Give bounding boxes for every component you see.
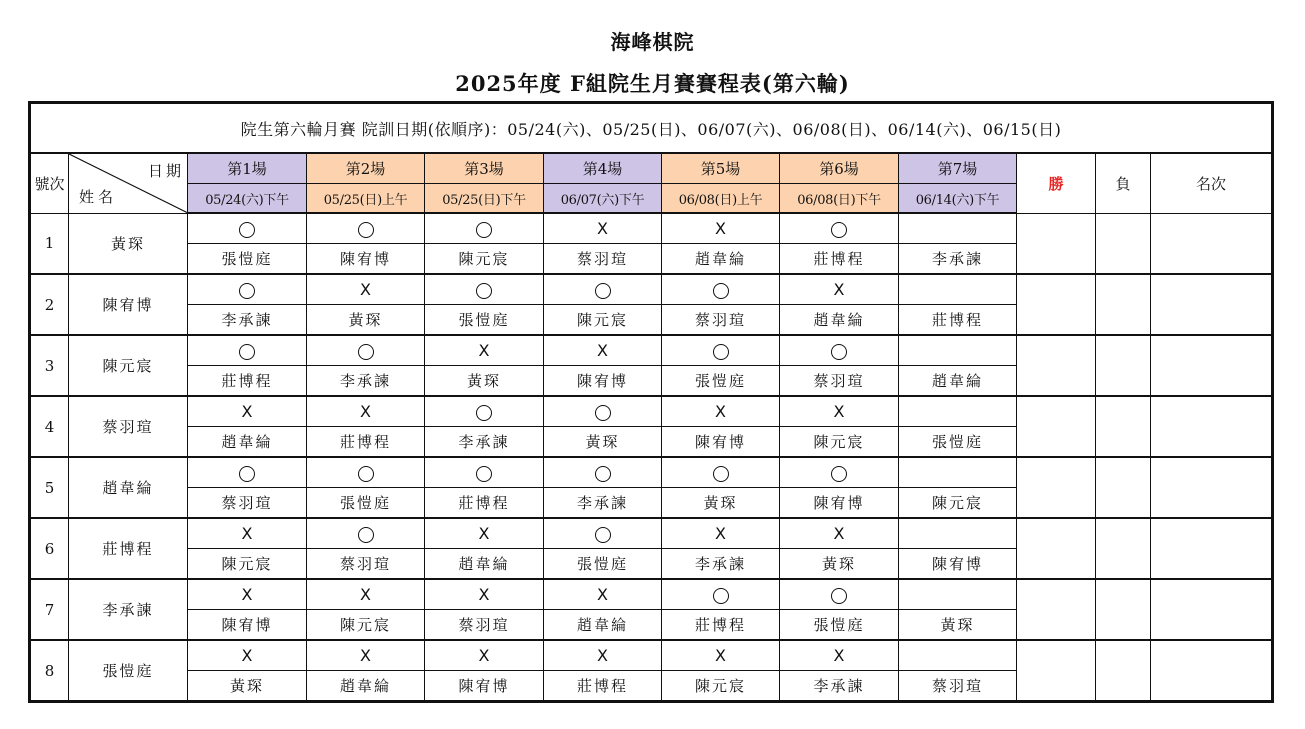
round-4-opponent: 趙韋綸 [544,610,662,641]
round-7-opponent: 李承諫 [899,244,1017,275]
round-2-opponent: 李承諫 [307,366,425,397]
name-label: 姓名 [79,187,118,206]
player-name: 莊博程 [69,518,188,579]
round-6-opponent: 陳宥博 [780,488,899,519]
loss-x-mark: X [715,402,726,421]
player-wins-cell [1017,579,1096,640]
round-5-result [662,335,780,366]
player-name: 陳宥博 [69,274,188,335]
loss-x-mark: X [597,585,608,604]
player-losses-cell [1096,396,1151,457]
loss-x-mark: X [360,402,371,421]
round-3-opponent: 黃琛 [425,366,544,397]
losses-header: 負 [1096,153,1151,213]
round-4-date: 06/07(六)下午 [544,184,662,214]
round-6-result [780,579,899,610]
player-wins-cell [1017,457,1096,518]
player-wins-cell [1017,335,1096,396]
round-3-label: 第3場 [425,153,544,184]
round-5-result [662,579,780,610]
round-3-result [425,213,544,244]
round-6-label: 第6場 [780,153,899,184]
round-2-opponent: 黃琛 [307,305,425,336]
win-circle-icon [595,405,611,421]
round-4-result [544,335,662,366]
round-4-result [544,396,662,427]
round-2-result [307,396,425,427]
player-row [30,396,1273,427]
win-circle-icon [713,466,729,482]
player-rank-cell [1151,518,1273,579]
round-4-result [544,579,662,610]
round-3-opponent: 莊博程 [425,488,544,519]
round-2-result [307,213,425,244]
round-5-date: 06/08(日)上午 [662,184,780,214]
round-7-opponent: 黃琛 [899,610,1017,641]
round-4-opponent: 蔡羽瑄 [544,244,662,275]
round-7-opponent: 趙韋綸 [899,366,1017,397]
win-circle-icon [476,405,492,421]
win-circle-icon [239,222,255,238]
player-row [30,640,1273,671]
win-circle-icon [239,344,255,360]
player-name: 蔡羽瑄 [69,396,188,457]
loss-x-mark: X [360,646,371,665]
round-1-result [188,274,307,305]
round-1-result [188,335,307,366]
loss-x-mark: X [597,646,608,665]
round-4-opponent: 張愷庭 [544,549,662,580]
round-3-result [425,274,544,305]
round-6-result [780,274,899,305]
player-name: 陳元宸 [69,335,188,396]
round-6-result [780,640,899,671]
round-3-opponent: 張愷庭 [425,305,544,336]
round-2-result [307,579,425,610]
round-1-opponent: 蔡羽瑄 [188,488,307,519]
player-row [30,579,1273,610]
loss-x-mark: X [241,402,253,421]
round-1-date: 05/24(六)下午 [188,184,307,214]
number-header: 號次 [30,153,69,213]
player-losses-cell [1096,274,1151,335]
player-rank-cell [1151,640,1273,702]
round-6-opponent: 蔡羽瑄 [780,366,899,397]
round-1-result [188,640,307,671]
player-losses-cell [1096,579,1151,640]
loss-x-mark: X [597,341,608,360]
win-circle-icon [831,466,847,482]
win-circle-icon [595,466,611,482]
round-5-result [662,213,780,244]
round-6-opponent: 李承諫 [780,671,899,702]
round-4-result [544,274,662,305]
player-name: 李承諫 [69,579,188,640]
round-5-opponent: 陳元宸 [662,671,780,702]
round-3-opponent: 陳宥博 [425,671,544,702]
round-7-opponent: 蔡羽瑄 [899,671,1017,702]
round-7-opponent: 陳宥博 [899,549,1017,580]
win-circle-icon [239,466,255,482]
player-number: 2 [30,274,69,335]
round-7-result [899,640,1017,671]
round-7-label: 第7場 [899,153,1017,184]
player-losses-cell [1096,213,1151,274]
player-losses-cell [1096,335,1151,396]
round-4-result [544,640,662,671]
player-wins-cell [1017,274,1096,335]
player-number: 3 [30,335,69,396]
round-4-opponent: 陳宥博 [544,366,662,397]
org-title: 海峰棋院 [610,30,695,54]
round-2-opponent: 莊博程 [307,427,425,458]
player-name: 黃琛 [69,213,188,274]
loss-x-mark: X [597,219,608,238]
round-2-opponent: 張愷庭 [307,488,425,519]
round-1-opponent: 張愷庭 [188,244,307,275]
round-3-result [425,579,544,610]
round-5-opponent: 莊博程 [662,610,780,641]
player-wins-cell [1017,518,1096,579]
round-1-opponent: 李承諫 [188,305,307,336]
round-4-opponent: 黃琛 [544,427,662,458]
round-6-result [780,457,899,488]
round-2-result [307,335,425,366]
round-6-result [780,335,899,366]
player-rank-cell [1151,335,1273,396]
win-circle-icon [476,283,492,299]
round-1-result [188,457,307,488]
loss-x-mark: X [833,646,845,665]
win-circle-icon [831,222,847,238]
round-5-opponent: 陳宥博 [662,427,780,458]
round-1-label: 第1場 [188,153,307,184]
round-5-label: 第5場 [662,153,780,184]
round-4-opponent: 陳元宸 [544,305,662,336]
round-2-result [307,518,425,549]
round-3-result [425,518,544,549]
win-circle-icon [713,283,729,299]
player-losses-cell [1096,457,1151,518]
player-wins-cell [1017,640,1096,702]
player-row [30,274,1273,305]
round-2-opponent: 蔡羽瑄 [307,549,425,580]
round-1-result [188,579,307,610]
round-4-opponent: 李承諫 [544,488,662,519]
round-6-opponent: 陳元宸 [780,427,899,458]
round-5-opponent: 李承諫 [662,549,780,580]
round-2-opponent: 陳宥博 [307,244,425,275]
round-5-opponent: 蔡羽瑄 [662,305,780,336]
date-name-header [69,153,188,213]
loss-x-mark: X [360,585,371,604]
round-5-result [662,640,780,671]
loss-x-mark: X [478,524,490,543]
round-6-opponent: 趙韋綸 [780,305,899,336]
round-2-result [307,640,425,671]
player-number: 8 [30,640,69,702]
wins-header: 勝 [1017,153,1096,213]
player-name: 張愷庭 [69,640,188,702]
round-4-result [544,213,662,244]
player-rank-cell [1151,396,1273,457]
round-1-opponent: 陳宥博 [188,610,307,641]
round-7-opponent: 莊博程 [899,305,1017,336]
round-7-opponent: 張愷庭 [899,427,1017,458]
loss-x-mark: X [715,219,726,238]
round-1-opponent: 趙韋綸 [188,427,307,458]
player-rank-cell [1151,457,1273,518]
round-3-opponent: 李承諫 [425,427,544,458]
round-2-label: 第2場 [307,153,425,184]
loss-x-mark: X [833,280,845,299]
round-3-result [425,396,544,427]
loss-x-mark: X [833,402,845,421]
round-1-opponent: 黃琛 [188,671,307,702]
win-circle-icon [239,283,255,299]
round-4-opponent: 莊博程 [544,671,662,702]
round-3-result [425,335,544,366]
player-losses-cell [1096,518,1151,579]
round-3-date: 05/25(日)下午 [425,184,544,214]
round-7-result [899,335,1017,366]
training-dates: 院生第六輪月賽 院訓日期(依順序)：05/24(六)、05/25(日)、06/07(六)、06/08(日)、06/14(六)、06/15(日) [30,103,1273,154]
player-rank-cell [1151,274,1273,335]
round-6-opponent: 黃琛 [780,549,899,580]
round-5-opponent: 趙韋綸 [662,244,780,275]
win-circle-icon [476,466,492,482]
round-2-opponent: 趙韋綸 [307,671,425,702]
loss-x-mark: X [478,341,490,360]
round-6-opponent: 莊博程 [780,244,899,275]
win-circle-icon [831,344,847,360]
player-rank-cell [1151,213,1273,274]
round-1-opponent: 莊博程 [188,366,307,397]
player-number: 6 [30,518,69,579]
player-number: 4 [30,396,69,457]
loss-x-mark: X [478,585,490,604]
round-3-opponent: 蔡羽瑄 [425,610,544,641]
player-number: 1 [30,213,69,274]
round-7-opponent: 陳元宸 [899,488,1017,519]
loss-x-mark: X [715,524,726,543]
win-circle-icon [358,527,374,543]
win-circle-icon [831,588,847,604]
round-1-result [188,213,307,244]
round-7-result [899,396,1017,427]
player-row [30,213,1273,244]
date-label: 日期 [147,162,184,180]
round-2-date: 05/25(日)上午 [307,184,425,214]
loss-x-mark: X [241,524,253,543]
round-2-result [307,274,425,305]
player-row [30,335,1273,366]
round-7-result [899,518,1017,549]
player-number: 5 [30,457,69,518]
round-2-result [307,457,425,488]
player-wins-cell [1017,213,1096,274]
round-3-opponent: 趙韋綸 [425,549,544,580]
round-3-result [425,457,544,488]
round-5-opponent: 黃琛 [662,488,780,519]
round-5-opponent: 張愷庭 [662,366,780,397]
player-number: 7 [30,579,69,640]
schedule-table [28,101,1274,703]
round-1-result [188,518,307,549]
win-circle-icon [595,527,611,543]
rank-header: 名次 [1151,153,1273,213]
round-7-result [899,457,1017,488]
round-5-result [662,518,780,549]
player-row [30,457,1273,488]
win-circle-icon [595,283,611,299]
round-6-result [780,518,899,549]
loss-x-mark: X [478,646,490,665]
round-4-result [544,518,662,549]
round-6-date: 06/08(日)下午 [780,184,899,214]
loss-x-mark: X [241,646,253,665]
round-4-result [544,457,662,488]
round-6-result [780,396,899,427]
loss-x-mark: X [241,585,253,604]
round-4-label: 第4場 [544,153,662,184]
round-3-result [425,640,544,671]
win-circle-icon [358,466,374,482]
win-circle-icon [358,344,374,360]
loss-x-mark: X [833,524,845,543]
player-losses-cell [1096,640,1151,702]
round-1-opponent: 陳元宸 [188,549,307,580]
round-7-date: 06/14(六)下午 [899,184,1017,214]
document-title: 2025年度 F組院生月賽賽程表(第六輪) [455,71,850,96]
round-3-opponent: 陳元宸 [425,244,544,275]
round-7-result [899,213,1017,244]
round-7-result [899,274,1017,305]
loss-x-mark: X [360,280,371,299]
round-6-opponent: 張愷庭 [780,610,899,641]
round-2-opponent: 陳元宸 [307,610,425,641]
round-1-result [188,396,307,427]
round-5-result [662,274,780,305]
player-row [30,518,1273,549]
round-5-result [662,457,780,488]
win-circle-icon [713,344,729,360]
win-circle-icon [476,222,492,238]
round-5-result [662,396,780,427]
player-rank-cell [1151,579,1273,640]
round-7-result [899,579,1017,610]
player-wins-cell [1017,396,1096,457]
win-circle-icon [358,222,374,238]
loss-x-mark: X [715,646,726,665]
player-name: 趙韋綸 [69,457,188,518]
win-circle-icon [713,588,729,604]
round-6-result [780,213,899,244]
